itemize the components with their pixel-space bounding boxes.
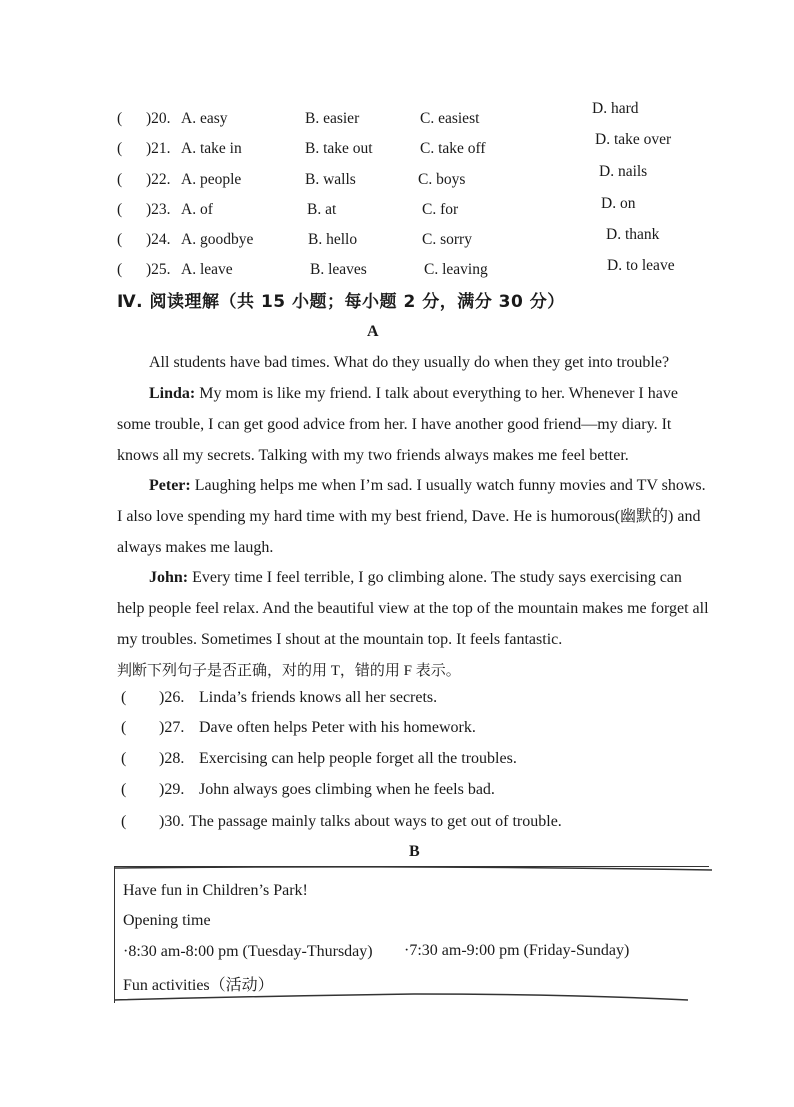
option-a: A. leave [181, 261, 233, 278]
question-text: The passage mainly talks about ways to get out of trouble. [189, 813, 562, 830]
question-number: )26. [159, 689, 185, 706]
paragraph-text: My mom is like my friend. I talk about everything to her. Whenever I have some trouble, I can get good advice from her. I have another good friend—my diary. It knows all my secrets. Talking with my two friends always makes me feel better. [117, 385, 678, 464]
instruction: 判断下列句子是否正确，对的用 T，错的用 F 表示。 [117, 663, 461, 679]
option-b: B. easier [305, 110, 360, 127]
option-d: D. nails [599, 163, 648, 180]
answer-paren: ( [121, 689, 127, 706]
opening-time-label: Opening time [123, 912, 211, 929]
question-number: )25. [146, 261, 171, 278]
option-d: D. on [601, 195, 636, 212]
option-b: B. hello [308, 231, 358, 248]
option-c: C. take off [420, 140, 486, 157]
option-a: A. people [181, 171, 242, 188]
weekend-hours: ·7:30 am-9:00 pm (Friday-Sunday) [404, 942, 630, 959]
answer-paren: ( [121, 781, 127, 798]
answer-paren: ( [117, 231, 123, 248]
option-b: B. at [307, 201, 337, 218]
notice-top-border [114, 864, 714, 874]
speaker-name: Linda: [149, 385, 196, 402]
option-b: B. walls [305, 171, 356, 188]
answer-paren: ( [117, 110, 123, 127]
option-b: B. leaves [310, 261, 367, 278]
tf-question-row [117, 689, 637, 713]
question-text: Exercising can help people forget all the troubles. [199, 750, 517, 767]
option-c: C. easiest [420, 110, 480, 127]
speaker-name: Peter: [149, 477, 191, 494]
tf-question-row [117, 719, 637, 743]
option-c: C. sorry [422, 231, 472, 248]
question-text: Linda’s friends knows all her secrets. [199, 689, 438, 706]
paragraph-linda [117, 378, 712, 471]
option-d: D. to leave [607, 257, 675, 274]
speaker-name: John: [149, 569, 189, 586]
answer-paren: ( [117, 171, 123, 188]
option-c: C. leaving [424, 261, 488, 278]
option-a: A. goodbye [181, 231, 254, 248]
question-number: )28. [159, 750, 185, 767]
answer-paren: ( [117, 261, 123, 278]
passage-b-letter: B [409, 843, 420, 860]
question-number: )29. [159, 781, 185, 798]
option-b: B. take out [305, 140, 373, 157]
question-row [0, 226, 794, 255]
paragraph-text: Every time I feel terrible, I go climbing alone. The study says exercising can help people feel relax. And the beautiful view at the top of the mountain makes me forget all my troubles. Sometimes I shout at the mountain top. It feels fantastic. [117, 569, 709, 648]
option-a: A. of [181, 201, 213, 218]
option-a: A. easy [181, 110, 228, 127]
question-number: )24. [146, 231, 171, 248]
question-text: Dave often helps Peter with his homework. [199, 719, 476, 736]
question-number: )21. [146, 140, 171, 157]
paragraph-peter [117, 470, 712, 563]
option-d: D. hard [592, 100, 639, 117]
option-c: C. for [422, 201, 459, 218]
paragraph-john [117, 562, 712, 655]
tf-question-row [117, 813, 637, 837]
question-number: )20. [146, 110, 171, 127]
option-a: A. take in [181, 140, 242, 157]
option-c: C. boys [418, 171, 466, 188]
option-d: D. take over [595, 131, 672, 148]
question-row [0, 195, 794, 225]
passage-a-letter: A [367, 323, 379, 340]
fun-activities-label: Fun activities（活动） [123, 977, 274, 994]
answer-paren: ( [117, 140, 123, 157]
section-heading: Ⅳ. 阅读理解（共 15 小题；每小题 2 分，满分 30 分） [117, 292, 565, 312]
question-number: )27. [159, 719, 185, 736]
question-row [0, 131, 794, 164]
question-number: )22. [146, 171, 171, 188]
passage-intro: All students have bad times. What do they usually do when they get into trouble? [149, 354, 670, 371]
answer-paren: ( [117, 201, 123, 218]
notice-title: Have fun in Children’s Park! [123, 882, 308, 899]
paragraph-text: Laughing helps me when I’m sad. I usually watch funny movies and TV shows. I also love spending my hard time with my best friend, Dave. He is humorous(幽默的) and always makes me laugh. [117, 477, 706, 556]
tf-question-row [117, 781, 637, 805]
answer-paren: ( [121, 813, 127, 830]
question-number: )30. [159, 813, 185, 830]
question-row [0, 100, 794, 134]
question-number: )23. [146, 201, 171, 218]
question-text: John always goes climbing when he feels bad. [199, 781, 495, 798]
option-d: D. thank [606, 226, 660, 243]
question-row [0, 257, 794, 285]
weekday-hours: ·8:30 am-8:00 pm (Tuesday-Thursday) [123, 943, 373, 960]
tf-question-row [117, 750, 637, 774]
answer-paren: ( [121, 719, 127, 736]
question-row [0, 163, 794, 195]
answer-paren: ( [121, 750, 127, 767]
notice-bottom-border [114, 990, 689, 1004]
